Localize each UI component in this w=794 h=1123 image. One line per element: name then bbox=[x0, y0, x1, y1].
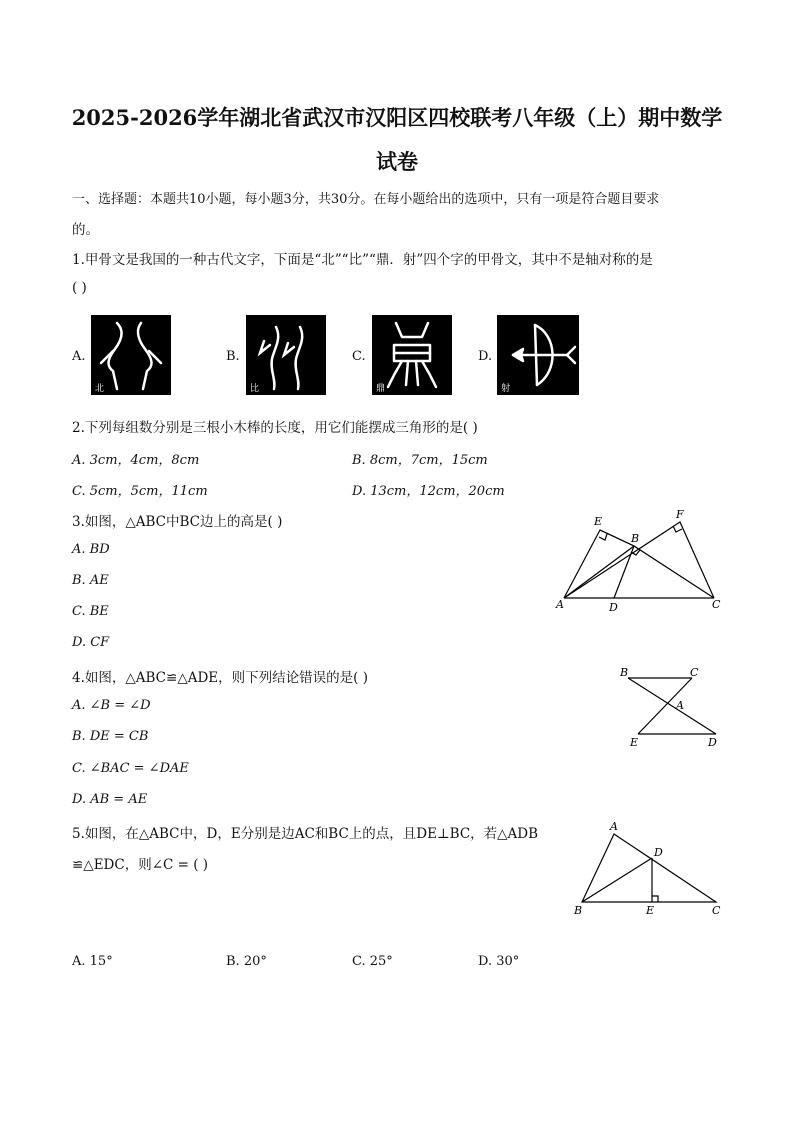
oracle-she-icon bbox=[497, 315, 579, 395]
oracle-bi-icon bbox=[246, 315, 326, 395]
q5-option-b: B. 20° bbox=[226, 954, 267, 969]
q4-option-b: B. DE = CB bbox=[72, 729, 149, 744]
q3-label-c: C bbox=[712, 598, 721, 611]
q2-option-a: A. 3cm，4cm，8cm bbox=[72, 453, 200, 468]
q3-triangle-sides bbox=[564, 546, 714, 598]
q2-option-d: D. 13cm，12cm，20cm bbox=[352, 484, 505, 499]
q3-stem: 3.如图，△ABC中BC边上的高是( ) bbox=[72, 514, 283, 530]
q3-right-angle-f bbox=[673, 526, 682, 532]
q3-option-c: C. BE bbox=[72, 604, 109, 619]
oracle-bei-label: 北 bbox=[95, 384, 105, 394]
oracle-ding-label: 鼎 bbox=[376, 384, 386, 394]
q1-option-a-letter: A. bbox=[72, 349, 86, 364]
q1-stem-line2: ( ) bbox=[72, 280, 87, 296]
paper-title-line2: 试卷 bbox=[376, 149, 418, 174]
q3-label-f: F bbox=[676, 508, 684, 521]
q3-label-b: B bbox=[631, 532, 640, 545]
oracle-ding-icon bbox=[372, 315, 452, 395]
q4-stem: 4.如图，△ABC≌△ADE，则下列结论错误的是( ) bbox=[72, 670, 368, 686]
q5-label-e: E bbox=[646, 904, 655, 917]
q5-stem-line2: ≌△EDC，则∠C = ( ) bbox=[72, 857, 209, 873]
q5-label-d: D bbox=[654, 846, 663, 859]
q1-stem-line1: 1.甲骨文是我国的一种古代文字，下面是“北”“比”“鼎．射”四个字的甲骨文，其中不是轴对称的是 bbox=[72, 252, 653, 268]
q4-figure bbox=[612, 660, 732, 756]
section-header-line1: 一、选择题：本题共10小题，每小题3分，共30分。在每小题给出的选项中，只有一项是符合题目要求 bbox=[72, 192, 660, 207]
q4-label-e: E bbox=[630, 736, 639, 749]
q3-segment-ae bbox=[564, 530, 634, 598]
q1-option-b-letter: B. bbox=[226, 349, 240, 364]
q3-label-d: D bbox=[609, 601, 618, 614]
q4-label-b: B bbox=[620, 666, 629, 679]
q5-option-d: D. 30° bbox=[478, 954, 520, 969]
oracle-bi-label: 比 bbox=[250, 384, 260, 394]
q2-option-c: C. 5cm，5cm，11cm bbox=[72, 484, 208, 499]
q3-label-a: A bbox=[556, 598, 564, 611]
q5-right-angle-e bbox=[652, 896, 658, 902]
oracle-bei-icon bbox=[91, 315, 171, 395]
q1-option-c-letter: C. bbox=[352, 349, 366, 364]
q3-option-d: D. CF bbox=[72, 635, 110, 650]
section-header-line2: 的。 bbox=[72, 222, 99, 238]
q4-option-c: C. ∠BAC = ∠DAE bbox=[72, 761, 189, 776]
q4-label-d: D bbox=[708, 736, 717, 749]
q2-option-b: B. 8cm，7cm，15cm bbox=[352, 453, 488, 468]
q5-option-a: A. 15° bbox=[72, 954, 113, 969]
q5-label-c: C bbox=[712, 904, 721, 917]
q4-option-d: D. AB = AE bbox=[72, 792, 148, 807]
q5-label-b: B bbox=[574, 904, 583, 917]
q1-option-d-letter: D. bbox=[478, 349, 493, 364]
q4-segment-bd bbox=[628, 678, 716, 734]
paper-title-line1: 2025-2026学年湖北省武汉市汉阳区四校联考八年级（上）期中数学 bbox=[71, 105, 723, 130]
q5-option-c: C. 25° bbox=[352, 954, 393, 969]
q3-right-angle-e bbox=[599, 534, 607, 540]
q4-label-a: A bbox=[676, 699, 684, 712]
q4-option-a: A. ∠B = ∠D bbox=[72, 698, 151, 713]
q2-stem: 2.下列每组数分别是三根小木棒的长度，用它们能摆成三角形的是( ) bbox=[72, 420, 478, 436]
oracle-she-label: 射 bbox=[501, 384, 511, 394]
q3-label-e: E bbox=[594, 515, 603, 528]
q5-triangle-abc bbox=[582, 834, 716, 902]
q3-figure bbox=[552, 504, 732, 620]
q3-option-a: A. BD bbox=[72, 542, 110, 557]
q4-label-c: C bbox=[690, 666, 699, 679]
q3-option-b: B. AE bbox=[72, 573, 109, 588]
q5-label-a: A bbox=[610, 820, 618, 833]
q5-stem-line1: 5.如图，在△ABC中，D，E分别是边AC和BC上的点，且DE⊥BC，若△ADB bbox=[72, 826, 539, 842]
q5-figure bbox=[570, 816, 730, 924]
